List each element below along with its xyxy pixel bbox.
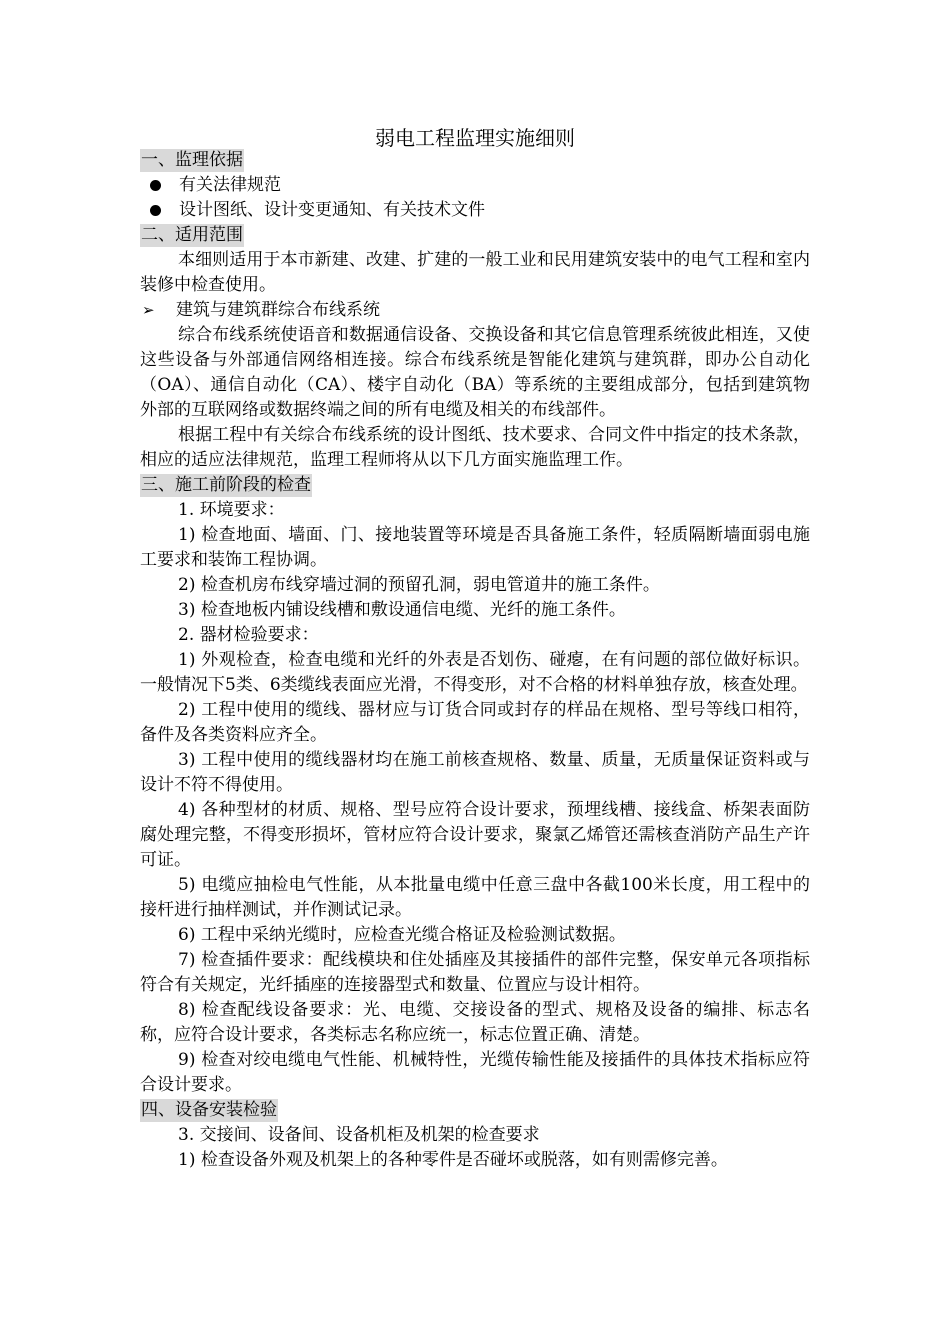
- document-title: 弱电工程监理实施细则: [375, 126, 575, 150]
- section-heading-basis: 一、监理依据: [141, 150, 243, 170]
- arrow-bullet-icon: ➢: [142, 301, 155, 319]
- cabling-paragraph: 综合布线系统使语音和数据通信设备、交换设备和其它信息管理系统彼此相连，又使这些设备与外部通信网络相连接。综合布线系统是智能化建筑与建筑群，即办公自动化（OA）、通信自动化（CA）、楼宇自动化（BA）等系统的主要组成部分，包括到建筑物外部的互联网络或数据终端之间的所有电缆及相关的布线部件。: [140, 325, 810, 420]
- list-item: [140, 173, 810, 198]
- install-requirements-heading: 3. 交接间、设备间、设备机柜及机架的检查要求: [178, 1125, 540, 1145]
- env-item: 1) 检查地面、墙面、门、接地装置等环境是否具备施工条件，轻质隔断墙面弱电施工要求和装饰工程协调。: [140, 525, 810, 570]
- subsystem-label: 建筑与建筑群综合布线系统: [176, 300, 380, 320]
- material-item: 7) 检查插件要求：配线模块和住处插座及其接插件的部件完整，保安单元各项指标符合有关规定，光纤插座的连接器型式和数量、位置应与设计相符。: [140, 950, 810, 995]
- material-item: 9) 检查对绞电缆电气性能、机械特性，光缆传输性能及接插件的具体技术指标应符合设计要求。: [140, 1050, 810, 1095]
- section-heading-installation: 四、设备安装检验: [141, 1100, 277, 1120]
- install-item: 1) 检查设备外观及机架上的各种零件是否碰坏或脱落，如有则需修完善。: [178, 1150, 728, 1170]
- list-item: [140, 198, 810, 223]
- list-item-text: 有关法律规范: [179, 175, 281, 195]
- bullet-icon: [150, 205, 161, 216]
- scope-paragraph: 本细则适用于本市新建、改建、扩建的一般工业和民用建筑安装中的电气工程和室内装修中检查使用。: [140, 250, 810, 295]
- document-body: [140, 148, 810, 1173]
- env-item: 3) 检查地板内铺设线槽和敷设通信电缆、光纤的施工条件。: [178, 600, 626, 620]
- material-item: 1) 外观检查，检查电缆和光纤的外表是否划伤、碰瘪，在有问题的部位做好标识。一般情况下5类、6类缆线表面应光滑，不得变形，对不合格的材料单独存放，核查处理。: [140, 650, 810, 695]
- section-heading-pre-construction: 三、施工前阶段的检查: [141, 475, 311, 495]
- material-item: 5) 电缆应抽检电气性能，从本批量电缆中任意三盘中各截100米长度，用工程中的接杆进行抽样测试，并作测试记录。: [140, 875, 810, 920]
- list-item-text: 设计图纸、设计变更通知、有关技术文件: [179, 200, 485, 220]
- section-heading-scope: 二、适用范围: [141, 225, 243, 245]
- material-item: 4) 各种型材的材质、规格、型号应符合设计要求，预埋线槽、接线盒、桥架表面防腐处理完整，不得变形损坏，管材应符合设计要求，聚氯乙烯管还需核查消防产品生产许可证。: [140, 800, 810, 870]
- material-item: 8) 检查配线设备要求：光、电缆、交接设备的型式、规格及设备的编排、标志名称，应符合设计要求，各类标志名称应统一，标志位置正确、清楚。: [140, 1000, 810, 1045]
- basis-paragraph: 根据工程中有关综合布线系统的设计图纸、技术要求、合同文件中指定的技术条款，相应的适应法律规范，监理工程师将从以下几方面实施监理工作。: [140, 425, 810, 470]
- material-item: 3) 工程中使用的缆线器材均在施工前核查规格、数量、质量，无质量保证资料或与设计不符不得使用。: [140, 750, 810, 795]
- material-inspection-heading: 2. 器材检验要求：: [178, 625, 319, 645]
- bullet-icon: [150, 180, 161, 191]
- env-item: 2) 检查机房布线穿墙过洞的预留孔洞，弱电管道井的施工条件。: [178, 575, 660, 595]
- material-item: 6) 工程中采纳光缆时，应检查光缆合格证及检验测试数据。: [178, 925, 626, 945]
- material-item: 2) 工程中使用的缆线、器材应与订货合同或封存的样品在规格、型号等线口相符，备件及各类资料应齐全。: [140, 700, 810, 745]
- env-requirements-heading: 1. 环境要求：: [178, 500, 285, 520]
- subsystem-item: [140, 298, 810, 323]
